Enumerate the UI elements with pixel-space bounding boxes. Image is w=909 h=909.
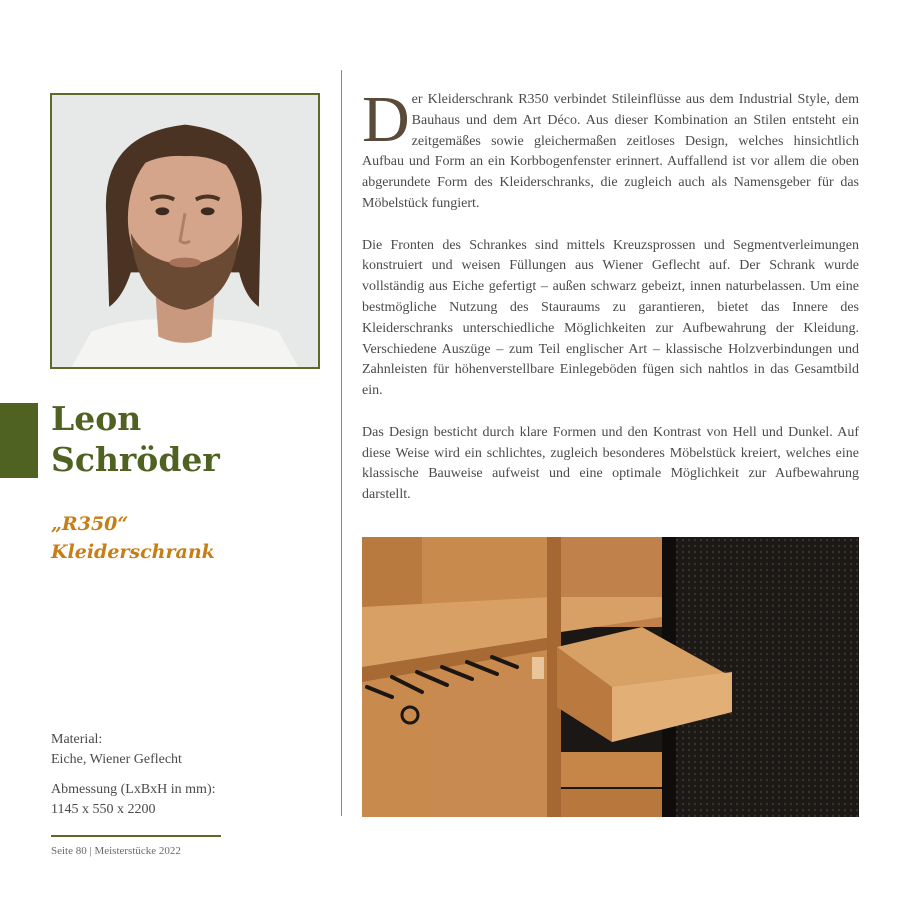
work-title-line2: Kleiderschrank: [51, 541, 215, 563]
portrait-image: [52, 95, 318, 367]
size-label: Abmessung (LxBxH in mm):: [51, 782, 216, 797]
article-paragraph-3: Das Design besticht durch klare Formen und den Kontrast von Hell und Dunkel. Auf diese Weise wird ein schlichtes, zugleich besonderes Möbelstück kreiert, welches eine klassische Bauweise aufweist und eine optimale Möglichkeit zur Aufbewahrung darstellt.: [362, 424, 859, 503]
article-paragraph-1: [362, 83, 859, 215]
wardrobe-image: [362, 537, 859, 817]
drop-cap: D: [362, 83, 410, 156]
article-paragraph-2: Die Fronten des Schrankes sind mittels Kreuzsprossen und Segmentverleimungen konstruiert und weisen Füllungen aus Wiener Geflecht auf. Der Schrank wurde vollständig aus Eiche gefertigt – außen schwarz gebeizt, innen naturbelassen. Um eine bestmögliche Nutzung des Stauraums zu garantieren, bietet das Innere des Kleiderschranks unterschiedliche Möglichkeiten zur Aufbewahrung der Kleidung. Verschiedene Auszüge – zum Teil englischer Art – klassische Holzverbindungen und Zahnleisten für höhenverstellbare Einlegeböden fügen sich nahtlos in das Gesamtbild ein.: [362, 237, 859, 399]
accent-bar: [0, 403, 38, 478]
wardrobe-photo: [362, 537, 859, 817]
designer-portrait: [50, 93, 320, 369]
material-spec: [51, 730, 291, 770]
designer-first-name: Leon: [51, 399, 142, 438]
article-paragraph-1-text: er Kleiderschrank R350 verbindet Stileinflüsse aus dem Industrial Style, dem Bauhaus und dem Art Déco. Aus dieser Kombination an Stilen entsteht ein zeitgemäßes sowie gleichermaßen zeitloses Design, welches hinsichtlich Aufbau und Form an ein Korbbogenfenster erinnert. Auffallend ist vor allem die oben abgerundete Form des Kleiderschranks, die zugleich auch als Namensgeber für das Möbelstück fungiert.: [362, 92, 859, 211]
column-divider: [341, 70, 342, 816]
page-footer: Seite 80 | Meisterstücke 2022: [51, 845, 181, 857]
material-value: Eiche, Wiener Geflecht: [51, 752, 182, 767]
designer-name: [51, 398, 321, 480]
article-body: [362, 83, 859, 527]
footer-rule: [51, 835, 221, 837]
work-title-line1: „R350“: [51, 513, 129, 535]
material-label: Material:: [51, 732, 103, 747]
size-spec: [51, 780, 291, 820]
specs: [51, 730, 291, 830]
work-title: [51, 510, 321, 566]
designer-last-name: Schröder: [51, 440, 220, 479]
size-value: 1145 x 550 x 2200: [51, 802, 156, 817]
